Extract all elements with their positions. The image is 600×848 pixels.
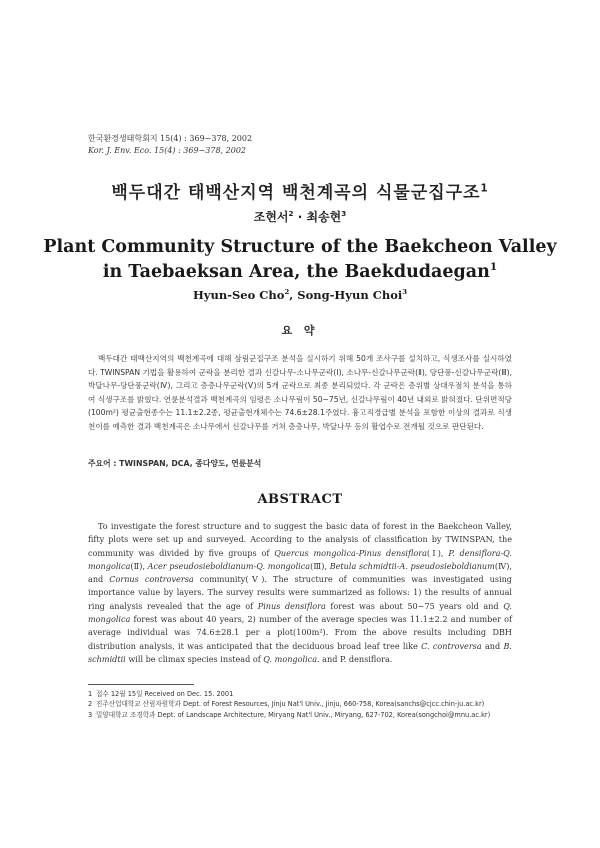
citation-korean: 한국환경생태학회지 15(4) : 369~378, 2002 xyxy=(88,134,253,143)
korean-author-1: 조현서 xyxy=(253,210,289,224)
footnote xyxy=(88,689,518,699)
korean-author-2: 최송현 xyxy=(306,210,342,224)
english-abstract-paragraph xyxy=(88,520,512,666)
citation-english: Kor. J. Env. Eco. 15(4) : 369~378, 2002 xyxy=(88,146,246,155)
abstract-text: forest was about 50~75 years old and xyxy=(325,600,504,611)
english-author-2: Song-Hyun Choi xyxy=(297,288,403,302)
korean-author-1-mark: 2 xyxy=(288,209,294,218)
english-title-line-1: Plant Community Structure of the Baekcheon Valley xyxy=(43,237,557,257)
abstract-heading: ABSTRACT xyxy=(257,492,343,507)
species-name: Quercus mongolica-Pinus densiflora xyxy=(274,547,427,558)
abstract-text: (Ⅳ), and xyxy=(88,560,512,585)
abstract-text: To investigate the forest structure and to suggest the basic data of forest in the Baekcheon Valley, fifty plots were set up and surveyed. According to the analysis of classification by TWINSPAN, the community was divided by five groups of xyxy=(88,521,512,558)
species-name: C. controversa xyxy=(421,640,482,651)
english-author-separator: , xyxy=(289,288,298,302)
abstract-text: and xyxy=(481,640,504,651)
korean-title xyxy=(0,178,600,203)
korean-abstract-heading: 요 약 xyxy=(281,324,319,337)
english-title-footnote-mark: 1 xyxy=(489,261,498,274)
footnote-number: 3 xyxy=(88,710,93,719)
english-title-line-2: in Taebaeksan Area, the Baekdudaegan xyxy=(102,262,490,282)
korean-title-text: 백두대간 태백산지역 백천계곡의 식물군집구조 xyxy=(111,183,481,203)
korean-author-2-mark: 3 xyxy=(341,209,347,218)
korean-title-footnote-mark: 1 xyxy=(480,183,489,195)
species-name: B. schmidtii xyxy=(88,640,512,664)
korean-abstract xyxy=(88,352,512,434)
footnotes xyxy=(88,689,518,720)
abstract-text: forest was about 40 years, 2) number of the average species was 11.1±2.2 and number of average individual was 74.6±28.1 per a plot(100m²). From the above results including DBH distribution analysis, it was anticipated that the deciduous broad leaf tree like xyxy=(88,614,512,651)
footnote-text: 밀양대학교 조경학과 Dept. of Landscape Architecture, Miryang Nat'l Univ., Miryang, 627-702, Korea(songchoi@mnu.ac.kr) xyxy=(96,710,491,719)
species-name: Cornus controversa xyxy=(109,574,194,585)
abstract-text: (Ⅰ), xyxy=(426,547,449,558)
footnote-text: 진주산업대학교 산림자원학과 Dept. of Forest Resources, Jinju Nat'l Univ., Jinju, 660-758, Korea(sanchs@cjcc.chin-ju.ac.kr) xyxy=(96,700,485,709)
english-authors xyxy=(0,288,600,302)
english-author-2-mark: 3 xyxy=(402,288,408,297)
english-author-1-mark: 2 xyxy=(284,288,290,297)
english-author-1: Hyun-Seo Cho xyxy=(192,288,285,302)
footnote xyxy=(88,699,518,709)
abstract-text: community(Ⅴ). The structure of communities was investigated using importance value by layers. The survey results were summarized as follows: 1) the results of annual ring analysis revealed that the age of xyxy=(88,574,512,611)
abstract-text: . and P. densiflora. xyxy=(317,653,393,664)
species-name: Pinus densiflora xyxy=(257,600,326,611)
species-name: P. densiflora-Q. mongolica xyxy=(88,547,512,571)
english-title-line-2-wrap xyxy=(0,260,600,285)
footnote-number: 1 xyxy=(88,690,93,698)
footnote-number: 2 xyxy=(88,700,93,709)
footnote-text: 접수 12월 15일 Received on Dec. 15. 2001 xyxy=(96,690,234,698)
abstract-text: will be climax species instead of xyxy=(125,653,264,664)
journal-citation xyxy=(88,133,252,157)
english-title xyxy=(0,235,600,285)
species-name: Q. mongolica xyxy=(88,600,512,625)
keywords: 주요어 : TWINSPAN, DCA, 종다양도, 연륜분석 xyxy=(88,459,262,468)
species-name: Q. mongolica xyxy=(263,653,318,664)
english-abstract xyxy=(88,520,512,666)
korean-abstract-text: 백두대간 태백산지역의 백천계곡에 대해 삼림군집구조 분석을 실시하기 위해 50개 조사구를 설치하고, 식생조사를 실시하였다. TWINSPAN 기법을 활용하여 군락을 분리한 결과 신갈나무-소나무군락(Ⅰ), 소나무-신갈나무군락(Ⅱ), 당단풍-신갈나무군락(Ⅲ), 박달나무-당단풍군락(Ⅳ), 그리고 층층나무군락(Ⅴ)의 5개 군락으로 최종 분리되었다. 각 군락은 층위별 상대우점치 분석을 통하여 식생구조를 밝혔다. 연륜분석결과 백천계곡의 임령은 소나무림이 50~75년, 신갈나무림이 40년 내외로 밝혀졌다. 단위면적당(100m²) 평균출현종수는 11.1±2.2종, 평균출현개체수는 74.6±28.1주였다. 흉고직경급별 분석을 포함한 이상의 결과로 식생천이를 예측한 결과 백천계곡은 소나무에서 신갈나무를 거쳐 층층나무, 박달나무 등의 활엽수로 전개될 것으로 판단된다. xyxy=(88,354,512,431)
footnote xyxy=(88,710,518,720)
species-name: Betula schmidtii-A. pseudosieboldianum xyxy=(329,560,495,571)
abstract-text: (Ⅲ), xyxy=(310,560,330,571)
korean-authors xyxy=(0,208,600,225)
abstract-text: (Ⅱ), xyxy=(130,560,148,571)
species-name: Acer pseudosieboldianum-Q. mongolica xyxy=(147,560,311,571)
footnote-divider xyxy=(88,684,194,685)
korean-author-separator: · xyxy=(293,210,307,224)
